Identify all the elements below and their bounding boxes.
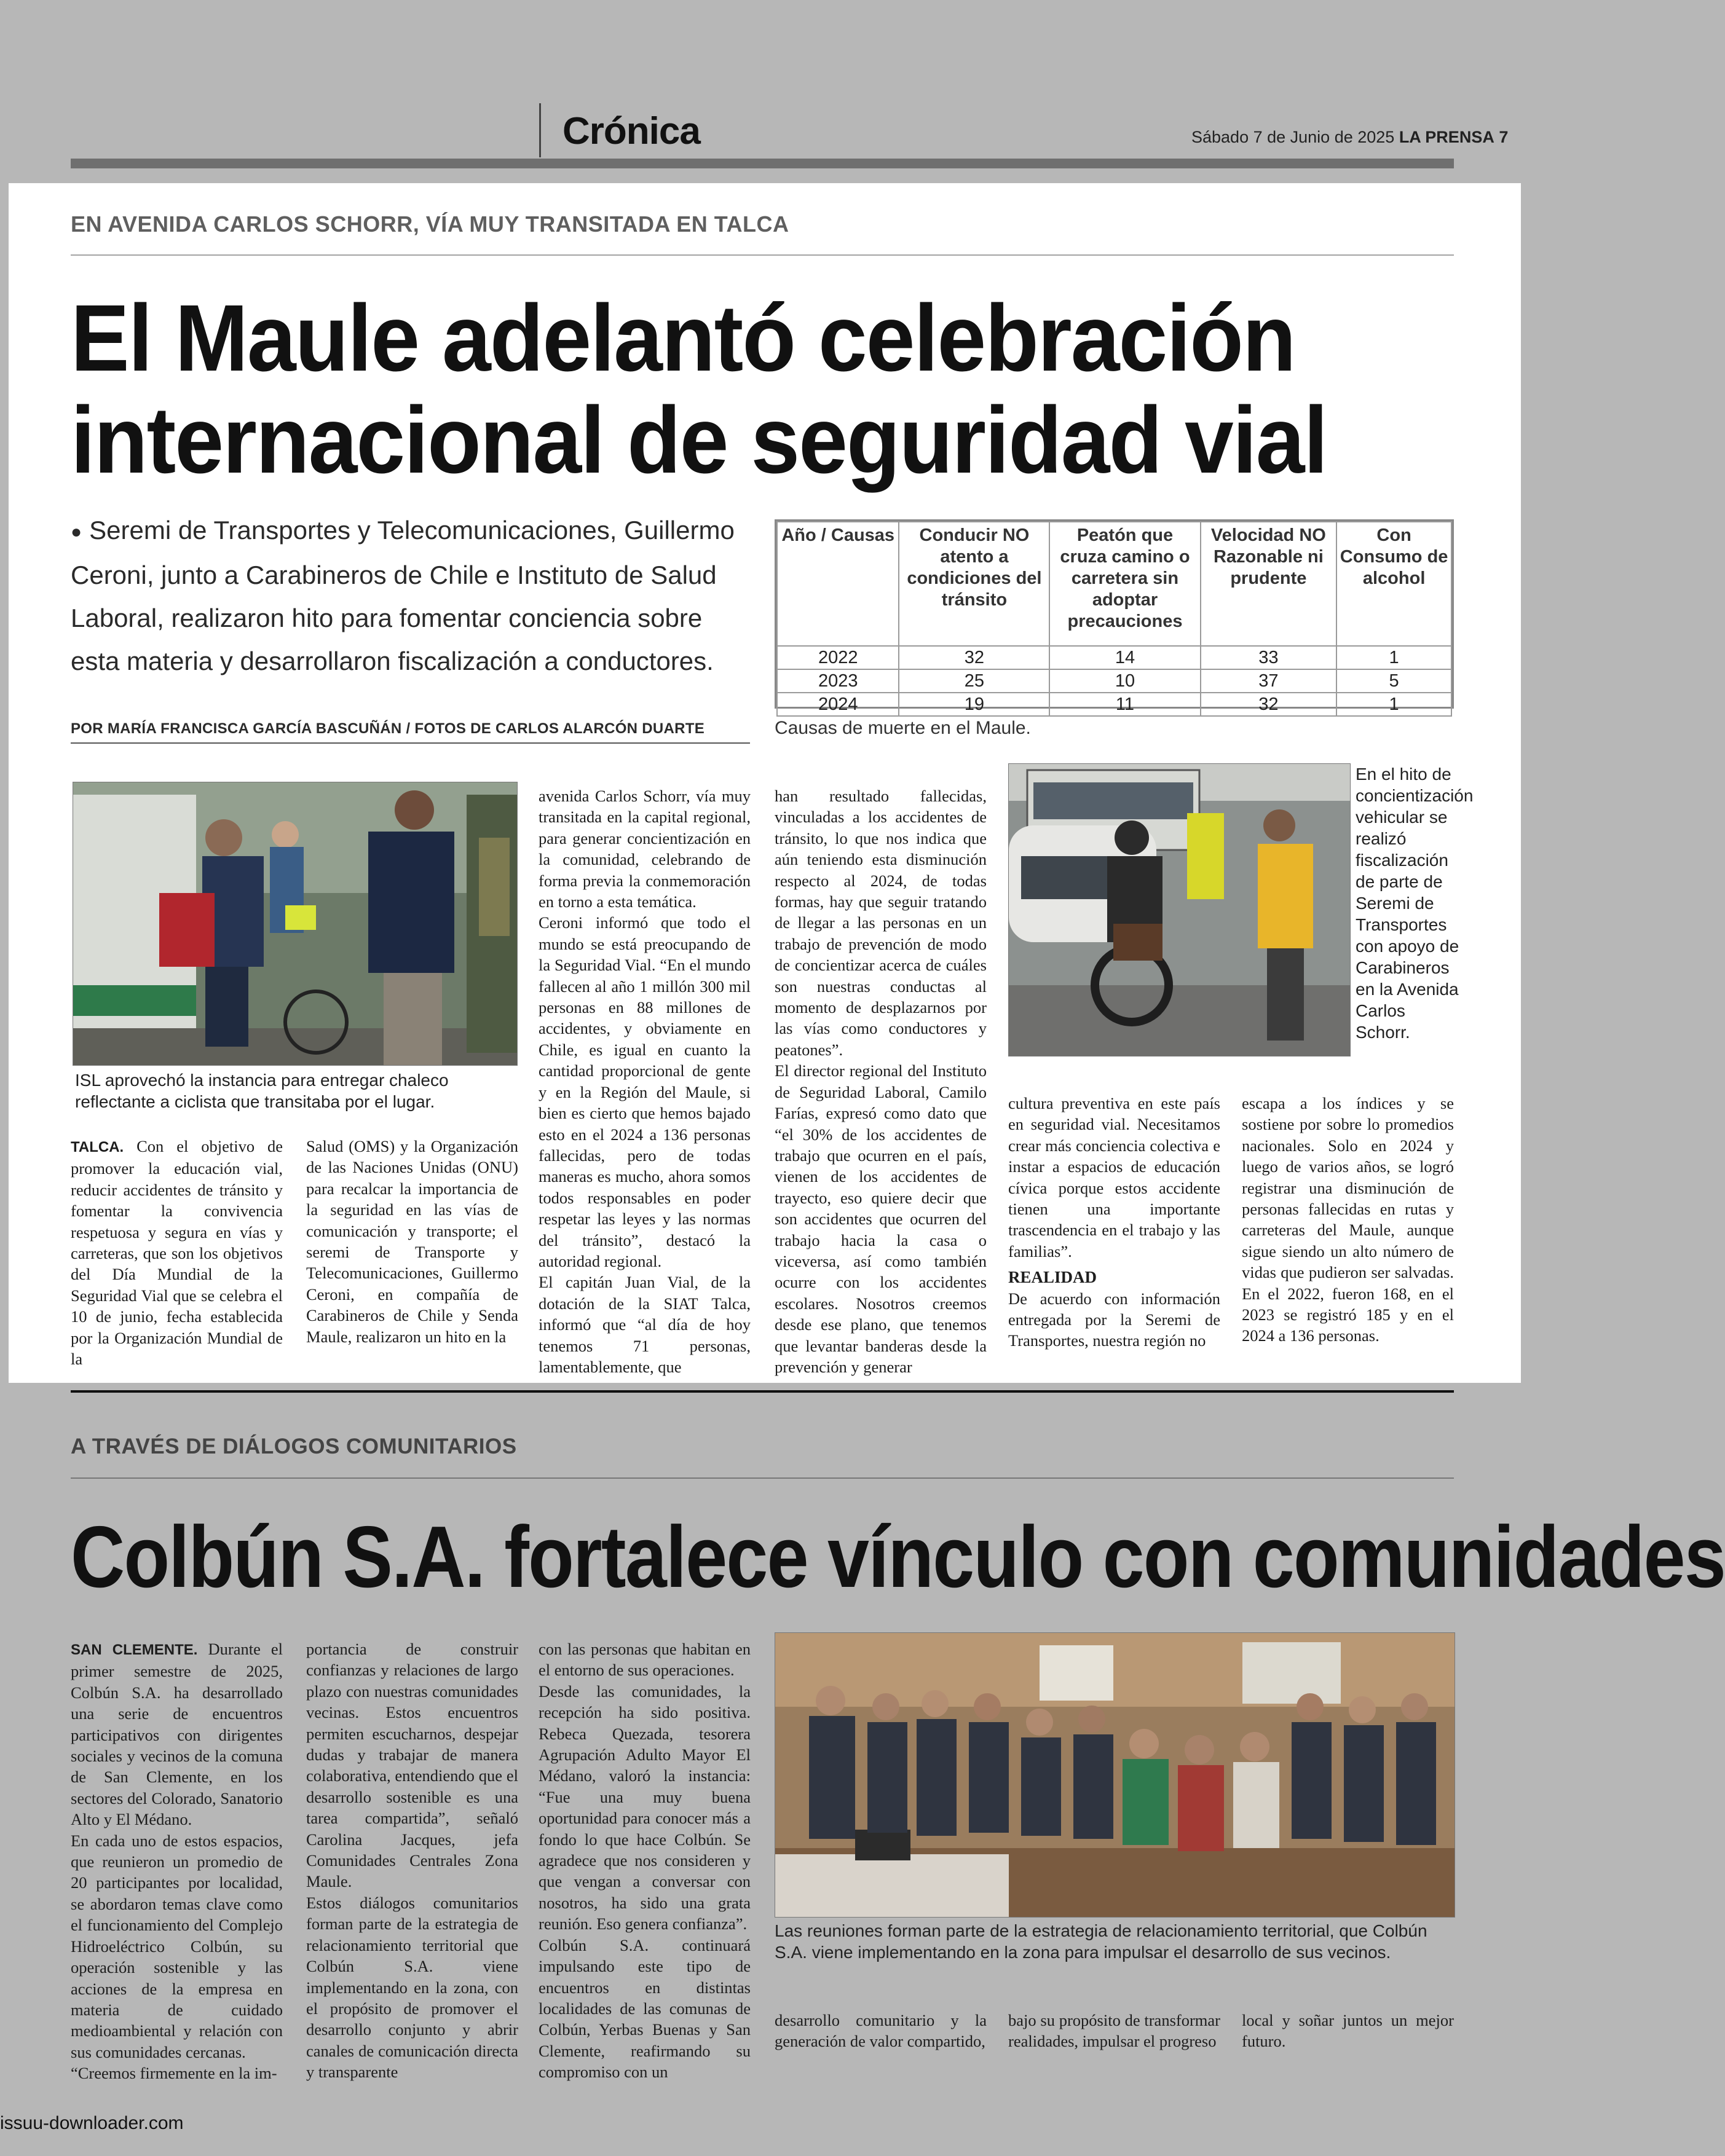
table-header: Velocidad NO Razonable ni prudente <box>1201 522 1337 646</box>
body-text: portancia de construir confianzas y relaciones de largo plazo con nuestras comunidades vecinas. Estos encuentros permiten escucharnos, despejar dudas y trabajar de manera colaborativa, entendiendo que el desarrollo sostenible es una tarea compartida”, señaló Carolina Jacques, jefa Comunidades Centrales Zona Maule. <box>306 1640 518 1891</box>
kicker-rule <box>71 1477 1454 1479</box>
body-text: han resultado fallecidas, vinculadas a los accidentes de tránsito, lo que nos indica que aún teniendo esta disminución respecto al 2024, de todas formas, hay que seguir tratando de llegar a las personas en un trabajo de prevención de modo de concientizar acerca de cuáles son nuestras conductas al momento de desplazarnos por las vías como conductores y peatones”. <box>775 787 987 1059</box>
kicker-rule <box>71 254 1454 256</box>
body-text: El director regional del Instituto de Seguridad Laboral, Camilo Farías, expresó como dato que “el 30% de los accidentes de trabajo que ocurren en el país, vienen de los accidentes de trayecto, eso quiere decir que son accidentes que ocurren del trabajo hacia la casa o viceversa, así como también ocurre con los accidentes escolares. Nosotros creemos desde ese plano, que tenemos que levantar banderas desde la prevención y generar <box>775 1061 987 1376</box>
body-text: local y soñar juntos un mejor futuro. <box>1242 2011 1454 2051</box>
community-meeting-photo <box>775 1632 1455 1918</box>
article2-column1 <box>71 1639 283 2084</box>
table-cell: 14 <box>1049 646 1200 669</box>
body-text: En cada uno de estos espacios, que reunieron un promedio de 20 participantes por localidad, se abordaron temas clave como el funcionamiento del Complejo Hidroeléctrico Colbún, su operación sostenible y las acciones de la empresa en materia de cuidado medioambiental y relación con sus comunidades cercanas. <box>71 1831 283 2061</box>
page-number: 7 <box>1499 128 1509 146</box>
section-divider <box>539 103 541 157</box>
table-row <box>777 669 1451 693</box>
causes-of-death-table <box>775 519 1454 714</box>
body-text: Estos diálogos comunitarios forman parte de la estrategia de relacionamiento territorial que Colbún S.A. viene implementando en la zona, con el propósito de promover el desarrollo conjunto y abrir canales de comunicación directa y transparente <box>306 1893 518 2082</box>
body-text: Desde las comunidades, la recepción ha sido positiva. Rebeca Quezada, tesorera Agrupación Adulto Mayor El Médano, valoró la instancia: “Fue una muy buena oportunidad para conocer más a fondo lo que hace Colbún. Se agradece que nos consideren y que vengan a conversar con nosotros, ha sido una grata reunión. Eso genera confianza”. <box>539 1682 751 1934</box>
header-rule <box>71 159 1454 168</box>
table-cell: 5 <box>1336 669 1451 693</box>
article1-deck <box>71 509 747 683</box>
article1-headline-line1: El Maule adelantó celebración <box>71 285 1295 391</box>
table-cell: 1 <box>1336 693 1451 716</box>
dateline: TALCA. <box>71 1139 124 1155</box>
edition-info <box>1191 128 1508 147</box>
article2-column4 <box>775 2010 987 2052</box>
body-text: desarrollo comunitario y la generación de valor compartido, <box>775 2011 987 2051</box>
table-cell: 32 <box>1201 693 1337 716</box>
body-text: Con el objetivo de promover la educación vial, reducir accidentes de tránsito y fomentar la convivencia respetuosa y segura en vías y carreteras, que son los objetivos del Día Mundial de la Seguridad Vial que se celebra el 10 de junio, fecha establecida por la Organización Mundial de la <box>71 1137 283 1369</box>
body-text: cultura preventiva en este país en seguridad vial. Necesitamos crear más conciencia colectiva e instar a espacios de educación cívica porque estos accidente tienen una importante trascendencia en el trabajo y las familias”. <box>1008 1094 1220 1261</box>
table-cell: 33 <box>1201 646 1337 669</box>
table-row <box>777 646 1451 669</box>
subhead-realidad: REALIDAD <box>1008 1268 1097 1287</box>
body-text: El capitán Juan Vial, de la dotación de la SIAT Talca, informó que “al día de hoy tenemos 71 personas, lamentablemente, que <box>539 1273 751 1376</box>
table-cell: 11 <box>1049 693 1200 716</box>
deck-text: Seremi de Transportes y Telecomunicaciones, Guillermo Ceroni, junto a Carabineros de Chile e Instituto de Salud Laboral, realizaron hito para fomentar conciencia sobre esta materia y desarrollaron fiscalización a conductores. <box>71 516 735 675</box>
body-text: bajo su propósito de transformar realidades, impulsar el progreso <box>1008 2011 1220 2051</box>
article2-column3 <box>539 1639 751 2083</box>
article1-byline: POR MARÍA FRANCISCA GARCÍA BASCUÑÁN / FOTOS DE CARLOS ALARCÓN DUARTE <box>71 720 705 737</box>
article1-column3 <box>539 785 751 1377</box>
byline-rule <box>71 742 750 744</box>
body-text: De acuerdo con información entregada por la Seremi de Transportes, nuestra región no <box>1008 1289 1220 1350</box>
article1-column4 <box>775 785 987 1377</box>
article2-column2 <box>306 1639 518 2083</box>
meeting-photo-caption: Las reuniones forman parte de la estrategia de relacionamiento territorial, que Colbún S.A. viene implementando en la zona para impulsar el desarrollo de sus vecinos. <box>775 1921 1427 1962</box>
table-cell: 37 <box>1201 669 1337 693</box>
table-cell: 32 <box>899 646 1049 669</box>
cyclist-vest-photo <box>73 782 518 1066</box>
article2-kicker: A TRAVÉS DE DIÁLOGOS COMUNITARIOS <box>71 1434 517 1458</box>
article1-column6 <box>1242 1093 1454 1347</box>
table-caption: Causas de muerte en el Maule. <box>775 718 1031 738</box>
table-cell: 2022 <box>777 646 899 669</box>
article1-column1 <box>71 1136 283 1369</box>
body-text: Ceroni informó que todo el mundo se está preocupando de la Seguridad Vial. “En el mundo fallecen al año 1 millón 300 mil personas en 88 millones de accidentes, y obviamente en Chile, es igual en cuanto la cantidad proporcional de gente y en la Región del Maule, si bien es cierto que hemos bajado esto en el 2024 a 136 personas fallecidas, pero de todas maneras es mucho, ahora somos todos responsables en poder respetar las leyes y las normas del tránsito”, destacó la autoridad regional. <box>539 913 751 1270</box>
article1-column5 <box>1008 1093 1220 1351</box>
article1-kicker: EN AVENIDA CARLOS SCHORR, VÍA MUY TRANSITADA EN TALCA <box>71 211 789 237</box>
article2-headline: Colbún S.A. fortalece vínculo con comunidades <box>71 1508 1725 1606</box>
table-header: Conducir NO atento a condiciones del tránsito <box>899 522 1049 646</box>
watermark-text: issuu-downloader.com <box>0 2113 184 2133</box>
table-cell: 19 <box>899 693 1049 716</box>
article2-column6 <box>1242 2010 1454 2052</box>
table-row <box>777 693 1451 716</box>
newspaper-name: LA PRENSA <box>1399 128 1494 146</box>
photo2-caption: En el hito de concientización vehicular se realizó fiscalización de parte de Seremi de Transportes con apoyo de Carabineros en la Avenida Carlos Schorr. <box>1356 765 1474 1042</box>
dateline: SAN CLEMENTE. <box>71 1642 198 1658</box>
body-text: con las personas que habitan en el entorno de sus operaciones. <box>539 1640 751 1680</box>
table-header-row <box>777 522 1451 646</box>
body-text: Colbún S.A. continuará impulsando este tipo de encuentros en distintas localidades de las comunas de Colbún, Yerbas Buenas y San Clemente, reafirmando su compromiso con un <box>539 1935 751 2082</box>
article2-top-rule <box>71 1390 1454 1393</box>
table-cell: 1 <box>1336 646 1451 669</box>
motorcycle-inspection-photo <box>1008 763 1351 1056</box>
table-cell: 2024 <box>777 693 899 716</box>
article1-column2 <box>306 1136 518 1347</box>
table-cell: 10 <box>1049 669 1200 693</box>
section-name: Crónica <box>562 110 700 152</box>
body-text: “Creemos firmemente en la im- <box>71 2064 277 2083</box>
body-text: escapa a los índices y se sostiene por sobre lo promedios nacionales. Solo en 2024 y luego de varios años, se logró registrar una disminución de personas fallecidas en rutas y carreteras del Maule, aunque sigue siendo un alto número de vidas que pudieron ser salvadas. En el 2022, fueron 168, en el 2023 se registró 185 y en el 2024 a 136 personas. <box>1242 1094 1454 1345</box>
table-header: Con Consumo de alcohol <box>1336 522 1451 646</box>
article2-column5 <box>1008 2010 1220 2052</box>
table-cell: 25 <box>899 669 1049 693</box>
article1-headline-line2: internacional de seguridad vial <box>71 387 1327 493</box>
table-header: Peatón que cruza camino o carretera sin adoptar precauciones <box>1049 522 1200 646</box>
body-text: Salud (OMS) y la Organización de las Naciones Unidas (ONU) para recalcar la importancia de la seguridad en las vías de comunicación y transporte; el seremi de Transporte y Telecomunicaciones, Guillermo Ceroni, en compañía de Carabineros de Chile y Senda Maule, realizaron un hito en la <box>306 1137 518 1346</box>
body-text: avenida Carlos Schorr, vía muy transitada en la capital regional, para generar concientización en la comunidad, celebrando de forma previa la conmemoración en torno a esta temática. <box>539 787 751 911</box>
table-header: Año / Causas <box>777 522 899 646</box>
bullet-icon: ● <box>71 521 82 542</box>
table-cell: 2023 <box>777 669 899 693</box>
photo1-caption: ISL aprovechó la instancia para entregar chaleco reflectante a ciclista que transitaba por el lugar. <box>75 1071 449 1111</box>
body-text: Durante el primer semestre de 2025, Colbún S.A. ha desarrollado una serie de encuentros participativos con dirigentes sociales y vecinos de la comuna de San Clemente, en los sectores del Colorado, Sanatorio Alto y El Médano. <box>71 1640 283 1829</box>
edition-date: Sábado 7 de Junio de 2025 <box>1191 128 1395 146</box>
